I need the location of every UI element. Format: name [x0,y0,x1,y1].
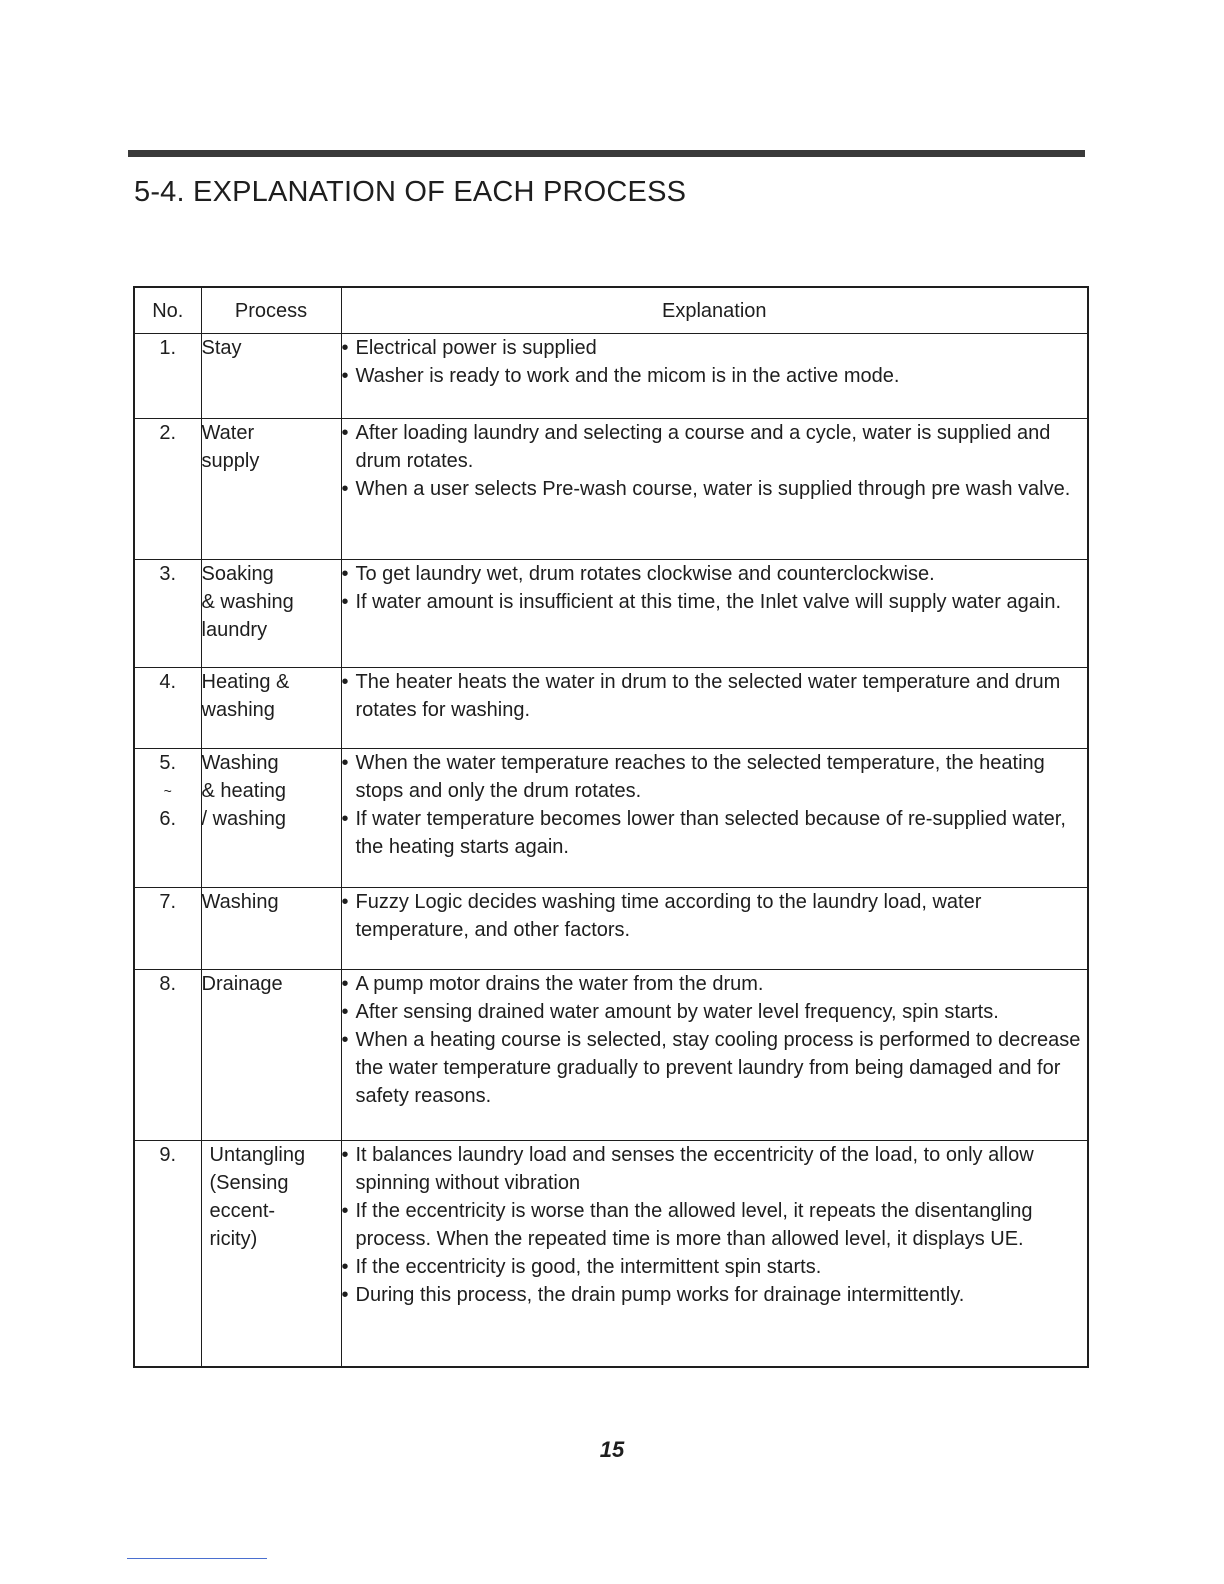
explanation-list [342,419,1088,503]
explanation-bullet: • If water amount is insufficient at this time, the Inlet valve will supply water again. [342,588,1088,616]
explanation-bullet: • If the eccentricity is good, the intermittent spin starts. [342,1253,1088,1281]
explanation-bullet: • If water temperature becomes lower than selected because of re-supplied water, the heating starts again. [342,805,1088,861]
process-name-line: & washing [201,591,294,613]
explanation-bullet: • After loading laundry and selecting a course and a cycle, water is supplied and drum rotates. [342,419,1088,475]
process-name-line: laundry [201,619,268,641]
process-name-line: / washing [201,808,286,830]
row-number [134,668,201,749]
process-name-line: Stay [201,337,242,359]
table-row [134,1141,1088,1367]
process-name-line: Washing [201,891,279,913]
explanation-cell [341,668,1088,749]
process-name [201,1141,341,1367]
process-name-line: Heating & [201,671,290,693]
page-number: 15 [599,1437,625,1462]
section-title: 5-4. EXPLANATION OF EACH PROCESS [134,176,687,208]
process-name [201,419,341,560]
explanation-cell [341,1141,1088,1367]
table-row [134,334,1088,419]
row-number-text: 8. [159,973,177,995]
row-number [134,970,201,1141]
row-number-text: 6. [159,808,177,830]
explanation-cell [341,419,1088,560]
process-name-line: Washing [201,752,279,774]
explanation-cell [341,970,1088,1141]
row-number-text: 5. [159,752,177,774]
explanation-list [342,334,1088,390]
table-row [134,749,1088,888]
process-name-line: Water [201,422,255,444]
process-name-line: ricity) [209,1228,258,1250]
explanation-bullet: • When the water temperature reaches to the selected temperature, the heating stops and only the drum rotates. [342,749,1088,805]
bottom-rule [127,1558,267,1559]
row-number-text: 3. [159,563,177,585]
explanation-bullet: • A pump motor drains the water from the drum. [342,970,1088,998]
row-number-text: 4. [159,671,177,693]
explanation-cell [341,560,1088,668]
explanation-bullet: • It balances laundry load and senses the eccentricity of the load, to only allow spinning without vibration [342,1141,1088,1197]
header-explanation: Explanation [341,287,1088,334]
process-name-line: Untangling [209,1144,306,1166]
explanation-bullet: • Fuzzy Logic decides washing time according to the laundry load, water temperature, and other factors. [342,888,1088,944]
header-no: No. [134,287,201,334]
table-row [134,560,1088,668]
table-row [134,668,1088,749]
explanation-bullet: • During this process, the drain pump works for drainage intermittently. [342,1281,1088,1309]
process-name-line: Soaking [201,563,274,585]
process-table [133,286,1089,1368]
process-name-line: washing [201,699,275,721]
process-name [201,749,341,888]
row-number [134,334,201,419]
row-number [134,1141,201,1367]
row-number-text: 7. [159,891,177,913]
table-row [134,419,1088,560]
process-name [201,888,341,970]
explanation-bullet: • After sensing drained water amount by water level frequency, spin starts. [342,998,1088,1026]
row-number-text: 1. [159,337,177,359]
row-number [134,419,201,560]
explanation-bullet: • Washer is ready to work and the micom is in the active mode. [342,362,1088,390]
explanation-bullet: • If the eccentricity is worse than the allowed level, it repeats the disentangling process. When the repeated time is more than allowed level, it displays UE. [342,1197,1088,1253]
explanation-list [342,970,1088,1110]
table-row [134,970,1088,1141]
header-process: Process [201,287,341,334]
explanation-cell [341,888,1088,970]
process-name-line: supply [201,450,260,472]
explanation-bullet: • Electrical power is supplied [342,334,1088,362]
explanation-list [342,1141,1088,1309]
row-number-text: 9. [159,1144,177,1166]
explanation-list [342,749,1088,861]
process-name [201,560,341,668]
row-number-text: ~ [163,783,172,799]
explanation-bullet: • When a user selects Pre-wash course, water is supplied through pre wash valve. [342,475,1088,503]
explanation-cell [341,334,1088,419]
header-row [134,287,1088,334]
explanation-list [342,888,1088,944]
process-name-line: & heating [201,780,287,802]
process-name [201,970,341,1141]
explanation-cell [341,749,1088,888]
process-name [201,334,341,419]
row-number [134,560,201,668]
top-rule [128,150,1085,157]
process-name-line: (Sensing [209,1172,289,1194]
row-number [134,749,201,888]
row-number-text: 2. [159,422,177,444]
explanation-bullet: • The heater heats the water in drum to the selected water temperature and drum rotates for washing. [342,668,1088,724]
explanation-list [342,668,1088,724]
process-name-line: eccent- [209,1200,276,1222]
explanation-bullet: • To get laundry wet, drum rotates clockwise and counterclockwise. [342,560,1088,588]
table-row [134,888,1088,970]
explanation-list [342,560,1088,616]
process-name-line: Drainage [201,973,283,995]
explanation-bullet: • When a heating course is selected, stay cooling process is performed to decrease the water temperature gradually to prevent laundry from being damaged and for safety reasons. [342,1026,1088,1110]
process-name [201,668,341,749]
row-number [134,888,201,970]
